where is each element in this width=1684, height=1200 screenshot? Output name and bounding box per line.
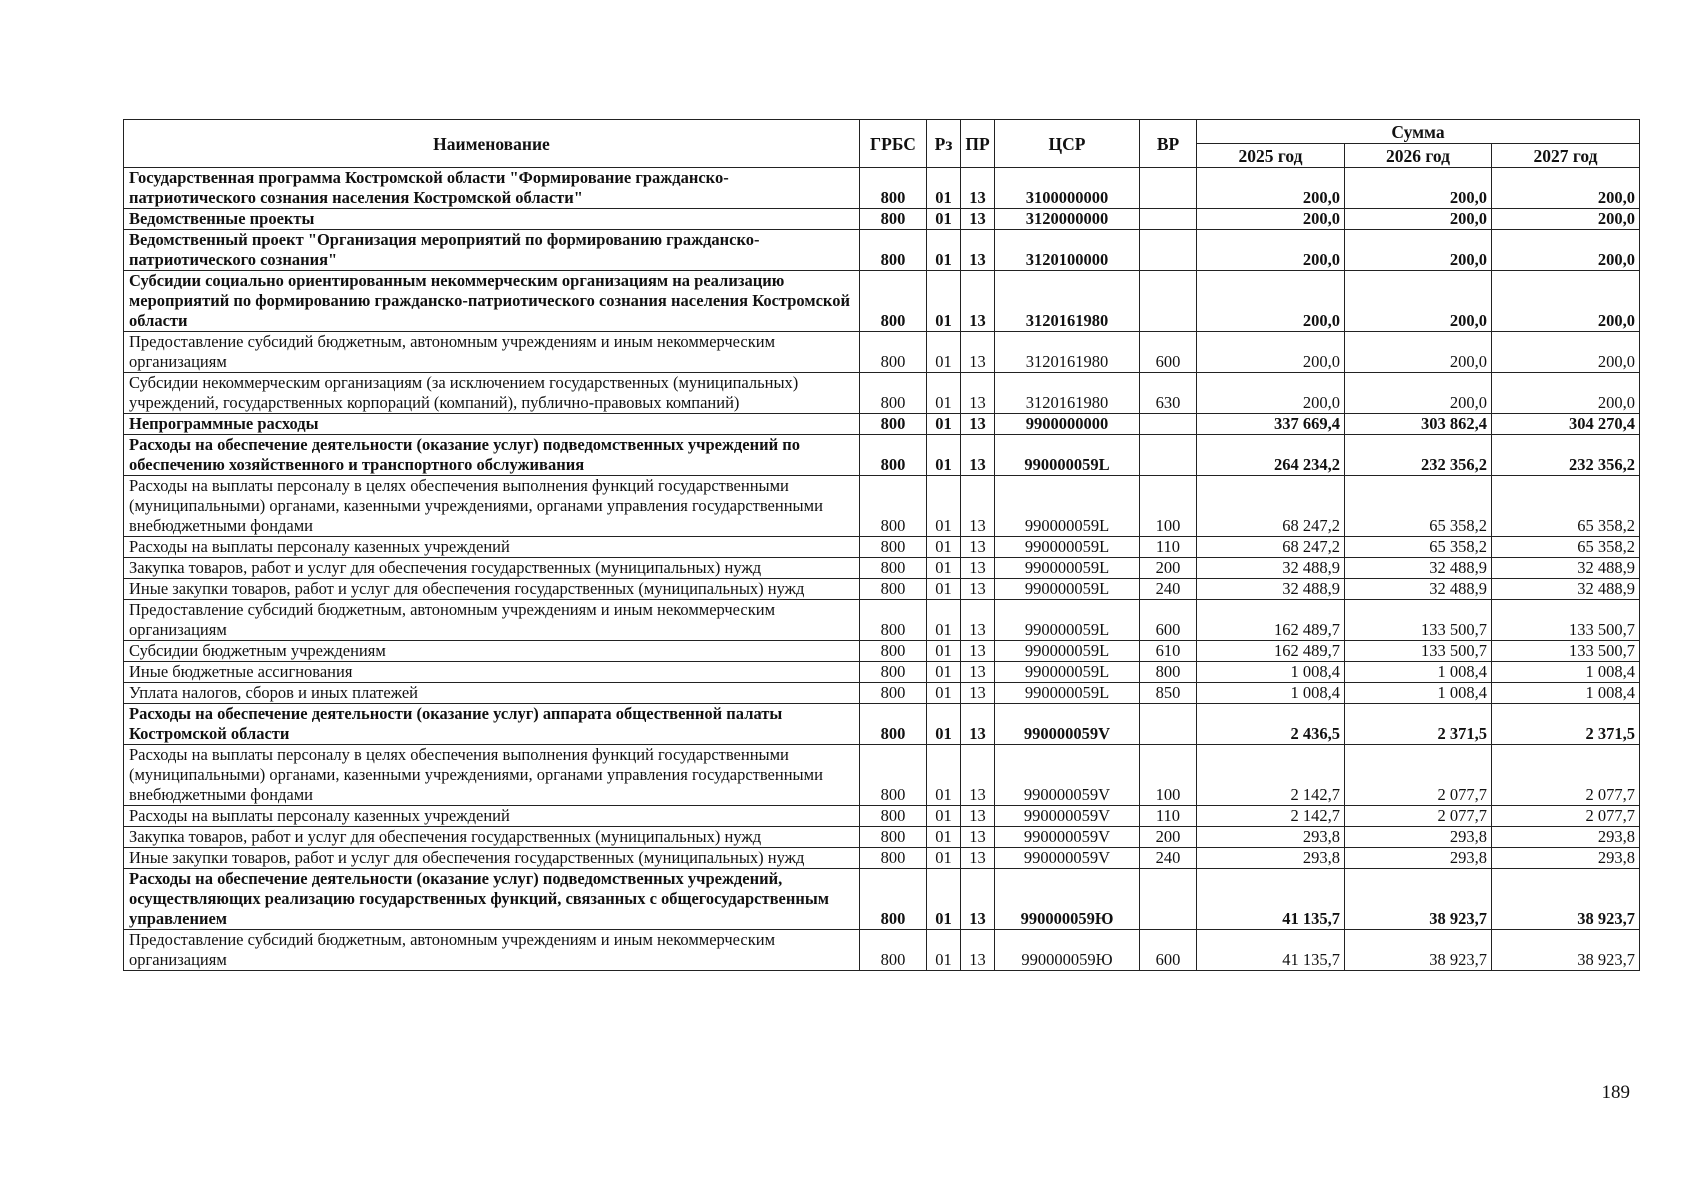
cell-grbs: 800 <box>860 806 927 827</box>
cell-rz: 01 <box>927 930 961 971</box>
cell-vr: 100 <box>1140 476 1197 537</box>
cell-csr: 3100000000 <box>995 168 1140 209</box>
cell-2025: 200,0 <box>1197 209 1345 230</box>
cell-pr: 13 <box>961 435 995 476</box>
header-year-2026: 2026 год <box>1345 144 1492 168</box>
table-header <box>124 120 1640 168</box>
table-row <box>124 683 1640 704</box>
cell-name: Закупка товаров, работ и услуг для обеспечения государственных (муниципальных) нужд <box>124 558 860 579</box>
cell-2026: 200,0 <box>1345 271 1492 332</box>
cell-pr: 13 <box>961 332 995 373</box>
cell-name: Расходы на обеспечение деятельности (оказание услуг) подведомственных учреждений по обеспечению хозяйственного и транспортного обслуживания <box>124 435 860 476</box>
cell-rz: 01 <box>927 848 961 869</box>
cell-grbs: 800 <box>860 373 927 414</box>
cell-csr: 990000059V <box>995 827 1140 848</box>
cell-csr: 3120000000 <box>995 209 1140 230</box>
cell-2025: 200,0 <box>1197 168 1345 209</box>
cell-2025: 337 669,4 <box>1197 414 1345 435</box>
cell-2027: 2 077,7 <box>1492 806 1640 827</box>
cell-2026: 200,0 <box>1345 373 1492 414</box>
cell-name: Предоставление субсидий бюджетным, автономным учреждениям и иным некоммерческим организациям <box>124 332 860 373</box>
cell-2026: 2 371,5 <box>1345 704 1492 745</box>
cell-2025: 2 436,5 <box>1197 704 1345 745</box>
cell-2026: 65 358,2 <box>1345 476 1492 537</box>
cell-2025: 2 142,7 <box>1197 745 1345 806</box>
header-pr: ПР <box>961 120 995 168</box>
table-row <box>124 537 1640 558</box>
cell-pr: 13 <box>961 414 995 435</box>
cell-grbs: 800 <box>860 848 927 869</box>
cell-vr <box>1140 435 1197 476</box>
table-row <box>124 848 1640 869</box>
cell-pr: 13 <box>961 704 995 745</box>
cell-vr: 800 <box>1140 662 1197 683</box>
table-row <box>124 168 1640 209</box>
cell-2027: 304 270,4 <box>1492 414 1640 435</box>
cell-grbs: 800 <box>860 271 927 332</box>
cell-name: Субсидии социально ориентированным некоммерческим организациям на реализацию мероприятий по формированию гражданско-патриотического сознания населения Костромской области <box>124 271 860 332</box>
cell-rz: 01 <box>927 579 961 600</box>
cell-2027: 200,0 <box>1492 209 1640 230</box>
cell-2026: 65 358,2 <box>1345 537 1492 558</box>
cell-pr: 13 <box>961 558 995 579</box>
cell-2026: 293,8 <box>1345 827 1492 848</box>
cell-vr <box>1140 230 1197 271</box>
cell-2025: 41 135,7 <box>1197 869 1345 930</box>
cell-pr: 13 <box>961 209 995 230</box>
cell-csr: 990000059Ю <box>995 930 1140 971</box>
cell-vr <box>1140 209 1197 230</box>
cell-2026: 133 500,7 <box>1345 641 1492 662</box>
cell-2025: 200,0 <box>1197 332 1345 373</box>
cell-csr: 990000059L <box>995 558 1140 579</box>
cell-csr: 990000059V <box>995 848 1140 869</box>
header-name: Наименование <box>124 120 860 168</box>
cell-pr: 13 <box>961 373 995 414</box>
cell-name: Иные бюджетные ассигнования <box>124 662 860 683</box>
cell-rz: 01 <box>927 806 961 827</box>
cell-grbs: 800 <box>860 641 927 662</box>
cell-rz: 01 <box>927 558 961 579</box>
cell-csr: 3120161980 <box>995 332 1140 373</box>
cell-2025: 162 489,7 <box>1197 641 1345 662</box>
cell-pr: 13 <box>961 271 995 332</box>
cell-rz: 01 <box>927 168 961 209</box>
cell-csr: 990000059V <box>995 745 1140 806</box>
cell-vr: 600 <box>1140 332 1197 373</box>
cell-2026: 200,0 <box>1345 209 1492 230</box>
table-row <box>124 579 1640 600</box>
table-row <box>124 806 1640 827</box>
cell-rz: 01 <box>927 435 961 476</box>
cell-vr: 240 <box>1140 579 1197 600</box>
cell-name: Субсидии некоммерческим организациям (за исключением государственных (муниципальных) учреждений, государственных корпораций (компаний), публично-правовых компаний) <box>124 373 860 414</box>
cell-vr: 200 <box>1140 827 1197 848</box>
cell-2027: 293,8 <box>1492 827 1640 848</box>
cell-pr: 13 <box>961 641 995 662</box>
cell-name: Иные закупки товаров, работ и услуг для обеспечения государственных (муниципальных) нужд <box>124 579 860 600</box>
cell-2025: 200,0 <box>1197 230 1345 271</box>
cell-grbs: 800 <box>860 827 927 848</box>
cell-2025: 200,0 <box>1197 271 1345 332</box>
cell-name: Расходы на выплаты персоналу в целях обеспечения выполнения функций государственными (муниципальными) органами, казенными учреждениями, органами управления государственными внебюджетными фондами <box>124 745 860 806</box>
cell-rz: 01 <box>927 662 961 683</box>
cell-vr: 110 <box>1140 806 1197 827</box>
cell-vr: 850 <box>1140 683 1197 704</box>
header-year-2025: 2025 год <box>1197 144 1345 168</box>
cell-pr: 13 <box>961 745 995 806</box>
cell-csr: 990000059L <box>995 600 1140 641</box>
cell-csr: 990000059L <box>995 662 1140 683</box>
table-row <box>124 435 1640 476</box>
table-row <box>124 930 1640 971</box>
cell-csr: 3120161980 <box>995 373 1140 414</box>
cell-2027: 38 923,7 <box>1492 869 1640 930</box>
cell-pr: 13 <box>961 230 995 271</box>
cell-2027: 133 500,7 <box>1492 600 1640 641</box>
cell-grbs: 800 <box>860 579 927 600</box>
cell-pr: 13 <box>961 806 995 827</box>
table-row <box>124 641 1640 662</box>
cell-grbs: 800 <box>860 600 927 641</box>
cell-name: Расходы на обеспечение деятельности (оказание услуг) подведомственных учреждений, осуществляющих реализацию государственных функций, связанных с общегосударственным управлением <box>124 869 860 930</box>
budget-table <box>123 119 1640 971</box>
cell-2025: 68 247,2 <box>1197 476 1345 537</box>
cell-rz: 01 <box>927 271 961 332</box>
table-row <box>124 704 1640 745</box>
header-sum: Сумма <box>1197 120 1640 144</box>
cell-csr: 990000059L <box>995 435 1140 476</box>
cell-vr <box>1140 168 1197 209</box>
cell-pr: 13 <box>961 930 995 971</box>
cell-2025: 293,8 <box>1197 848 1345 869</box>
cell-2027: 293,8 <box>1492 848 1640 869</box>
cell-2025: 200,0 <box>1197 373 1345 414</box>
cell-2025: 293,8 <box>1197 827 1345 848</box>
cell-grbs: 800 <box>860 704 927 745</box>
cell-2025: 162 489,7 <box>1197 600 1345 641</box>
cell-2026: 200,0 <box>1345 230 1492 271</box>
cell-pr: 13 <box>961 683 995 704</box>
cell-2027: 32 488,9 <box>1492 579 1640 600</box>
cell-2027: 200,0 <box>1492 271 1640 332</box>
cell-name: Непрограммные расходы <box>124 414 860 435</box>
cell-csr: 990000059V <box>995 704 1140 745</box>
cell-csr: 9900000000 <box>995 414 1140 435</box>
cell-2026: 293,8 <box>1345 848 1492 869</box>
cell-2025: 32 488,9 <box>1197 558 1345 579</box>
cell-2026: 200,0 <box>1345 168 1492 209</box>
cell-2027: 200,0 <box>1492 332 1640 373</box>
table-row <box>124 558 1640 579</box>
cell-name: Уплата налогов, сборов и иных платежей <box>124 683 860 704</box>
table-row <box>124 230 1640 271</box>
cell-grbs: 800 <box>860 869 927 930</box>
cell-2025: 68 247,2 <box>1197 537 1345 558</box>
table-body <box>124 168 1640 971</box>
cell-2027: 32 488,9 <box>1492 558 1640 579</box>
cell-pr: 13 <box>961 537 995 558</box>
cell-2026: 38 923,7 <box>1345 869 1492 930</box>
cell-pr: 13 <box>961 476 995 537</box>
cell-name: Иные закупки товаров, работ и услуг для обеспечения государственных (муниципальных) нужд <box>124 848 860 869</box>
cell-csr: 3120161980 <box>995 271 1140 332</box>
cell-pr: 13 <box>961 662 995 683</box>
table-row <box>124 414 1640 435</box>
cell-rz: 01 <box>927 332 961 373</box>
cell-name: Ведомственные проекты <box>124 209 860 230</box>
cell-name: Предоставление субсидий бюджетным, автономным учреждениям и иным некоммерческим организациям <box>124 600 860 641</box>
cell-grbs: 800 <box>860 558 927 579</box>
cell-vr <box>1140 271 1197 332</box>
cell-name: Государственная программа Костромской области "Формирование гражданско-патриотического сознания населения Костромской области" <box>124 168 860 209</box>
cell-pr: 13 <box>961 168 995 209</box>
cell-2026: 32 488,9 <box>1345 579 1492 600</box>
cell-name: Субсидии бюджетным учреждениям <box>124 641 860 662</box>
cell-grbs: 800 <box>860 537 927 558</box>
header-vr: ВР <box>1140 120 1197 168</box>
cell-rz: 01 <box>927 600 961 641</box>
cell-vr: 600 <box>1140 600 1197 641</box>
cell-csr: 990000059V <box>995 806 1140 827</box>
table-row <box>124 662 1640 683</box>
cell-2026: 32 488,9 <box>1345 558 1492 579</box>
cell-grbs: 800 <box>860 930 927 971</box>
cell-vr <box>1140 704 1197 745</box>
cell-grbs: 800 <box>860 230 927 271</box>
cell-vr: 200 <box>1140 558 1197 579</box>
cell-grbs: 800 <box>860 662 927 683</box>
cell-csr: 990000059L <box>995 476 1140 537</box>
table-row <box>124 476 1640 537</box>
cell-2027: 65 358,2 <box>1492 476 1640 537</box>
cell-2027: 200,0 <box>1492 168 1640 209</box>
cell-vr: 240 <box>1140 848 1197 869</box>
cell-2025: 1 008,4 <box>1197 683 1345 704</box>
cell-rz: 01 <box>927 745 961 806</box>
cell-2026: 38 923,7 <box>1345 930 1492 971</box>
cell-rz: 01 <box>927 827 961 848</box>
cell-2026: 2 077,7 <box>1345 745 1492 806</box>
cell-grbs: 800 <box>860 745 927 806</box>
cell-rz: 01 <box>927 704 961 745</box>
cell-2026: 2 077,7 <box>1345 806 1492 827</box>
cell-rz: 01 <box>927 683 961 704</box>
cell-2026: 133 500,7 <box>1345 600 1492 641</box>
cell-grbs: 800 <box>860 209 927 230</box>
cell-vr: 110 <box>1140 537 1197 558</box>
cell-2027: 200,0 <box>1492 373 1640 414</box>
cell-rz: 01 <box>927 414 961 435</box>
cell-pr: 13 <box>961 579 995 600</box>
table-row <box>124 869 1640 930</box>
header-grbs: ГРБС <box>860 120 927 168</box>
cell-csr: 3120100000 <box>995 230 1140 271</box>
header-csr: ЦСР <box>995 120 1140 168</box>
cell-2027: 1 008,4 <box>1492 662 1640 683</box>
cell-rz: 01 <box>927 230 961 271</box>
cell-grbs: 800 <box>860 683 927 704</box>
cell-2027: 232 356,2 <box>1492 435 1640 476</box>
cell-rz: 01 <box>927 209 961 230</box>
cell-csr: 990000059L <box>995 641 1140 662</box>
cell-2027: 200,0 <box>1492 230 1640 271</box>
table-row <box>124 373 1640 414</box>
cell-grbs: 800 <box>860 476 927 537</box>
table-row <box>124 600 1640 641</box>
cell-csr: 990000059L <box>995 683 1140 704</box>
cell-2027: 2 077,7 <box>1492 745 1640 806</box>
cell-pr: 13 <box>961 848 995 869</box>
cell-vr <box>1140 869 1197 930</box>
cell-2027: 65 358,2 <box>1492 537 1640 558</box>
header-rz: Рз <box>927 120 961 168</box>
cell-csr: 990000059L <box>995 579 1140 600</box>
table-row <box>124 332 1640 373</box>
cell-csr: 990000059Ю <box>995 869 1140 930</box>
cell-rz: 01 <box>927 869 961 930</box>
cell-name: Расходы на обеспечение деятельности (оказание услуг) аппарата общественной палаты Костромской области <box>124 704 860 745</box>
cell-rz: 01 <box>927 373 961 414</box>
cell-csr: 990000059L <box>995 537 1140 558</box>
cell-2026: 1 008,4 <box>1345 683 1492 704</box>
header-year-2027: 2027 год <box>1492 144 1640 168</box>
table-row <box>124 209 1640 230</box>
cell-grbs: 800 <box>860 414 927 435</box>
cell-2027: 38 923,7 <box>1492 930 1640 971</box>
cell-vr: 630 <box>1140 373 1197 414</box>
cell-2027: 1 008,4 <box>1492 683 1640 704</box>
cell-vr: 100 <box>1140 745 1197 806</box>
table-row <box>124 271 1640 332</box>
cell-grbs: 800 <box>860 332 927 373</box>
table-row <box>124 827 1640 848</box>
cell-pr: 13 <box>961 869 995 930</box>
table-row <box>124 745 1640 806</box>
cell-2026: 200,0 <box>1345 332 1492 373</box>
cell-2025: 32 488,9 <box>1197 579 1345 600</box>
cell-name: Расходы на выплаты персоналу в целях обеспечения выполнения функций государственными (муниципальными) органами, казенными учреждениями, органами управления государственными внебюджетными фондами <box>124 476 860 537</box>
cell-2025: 41 135,7 <box>1197 930 1345 971</box>
cell-2026: 303 862,4 <box>1345 414 1492 435</box>
cell-name: Закупка товаров, работ и услуг для обеспечения государственных (муниципальных) нужд <box>124 827 860 848</box>
cell-2026: 232 356,2 <box>1345 435 1492 476</box>
cell-rz: 01 <box>927 537 961 558</box>
cell-grbs: 800 <box>860 168 927 209</box>
page-number: 189 <box>1601 1082 1630 1103</box>
cell-name: Предоставление субсидий бюджетным, автономным учреждениям и иным некоммерческим организациям <box>124 930 860 971</box>
cell-name: Расходы на выплаты персоналу казенных учреждений <box>124 537 860 558</box>
cell-grbs: 800 <box>860 435 927 476</box>
cell-vr <box>1140 414 1197 435</box>
cell-2025: 1 008,4 <box>1197 662 1345 683</box>
cell-rz: 01 <box>927 476 961 537</box>
cell-pr: 13 <box>961 600 995 641</box>
cell-2027: 2 371,5 <box>1492 704 1640 745</box>
cell-pr: 13 <box>961 827 995 848</box>
cell-2027: 133 500,7 <box>1492 641 1640 662</box>
cell-name: Расходы на выплаты персоналу казенных учреждений <box>124 806 860 827</box>
cell-rz: 01 <box>927 641 961 662</box>
cell-vr: 610 <box>1140 641 1197 662</box>
cell-name: Ведомственный проект "Организация мероприятий по формированию гражданско-патриотического сознания" <box>124 230 860 271</box>
cell-vr: 600 <box>1140 930 1197 971</box>
cell-2025: 264 234,2 <box>1197 435 1345 476</box>
cell-2026: 1 008,4 <box>1345 662 1492 683</box>
cell-2025: 2 142,7 <box>1197 806 1345 827</box>
